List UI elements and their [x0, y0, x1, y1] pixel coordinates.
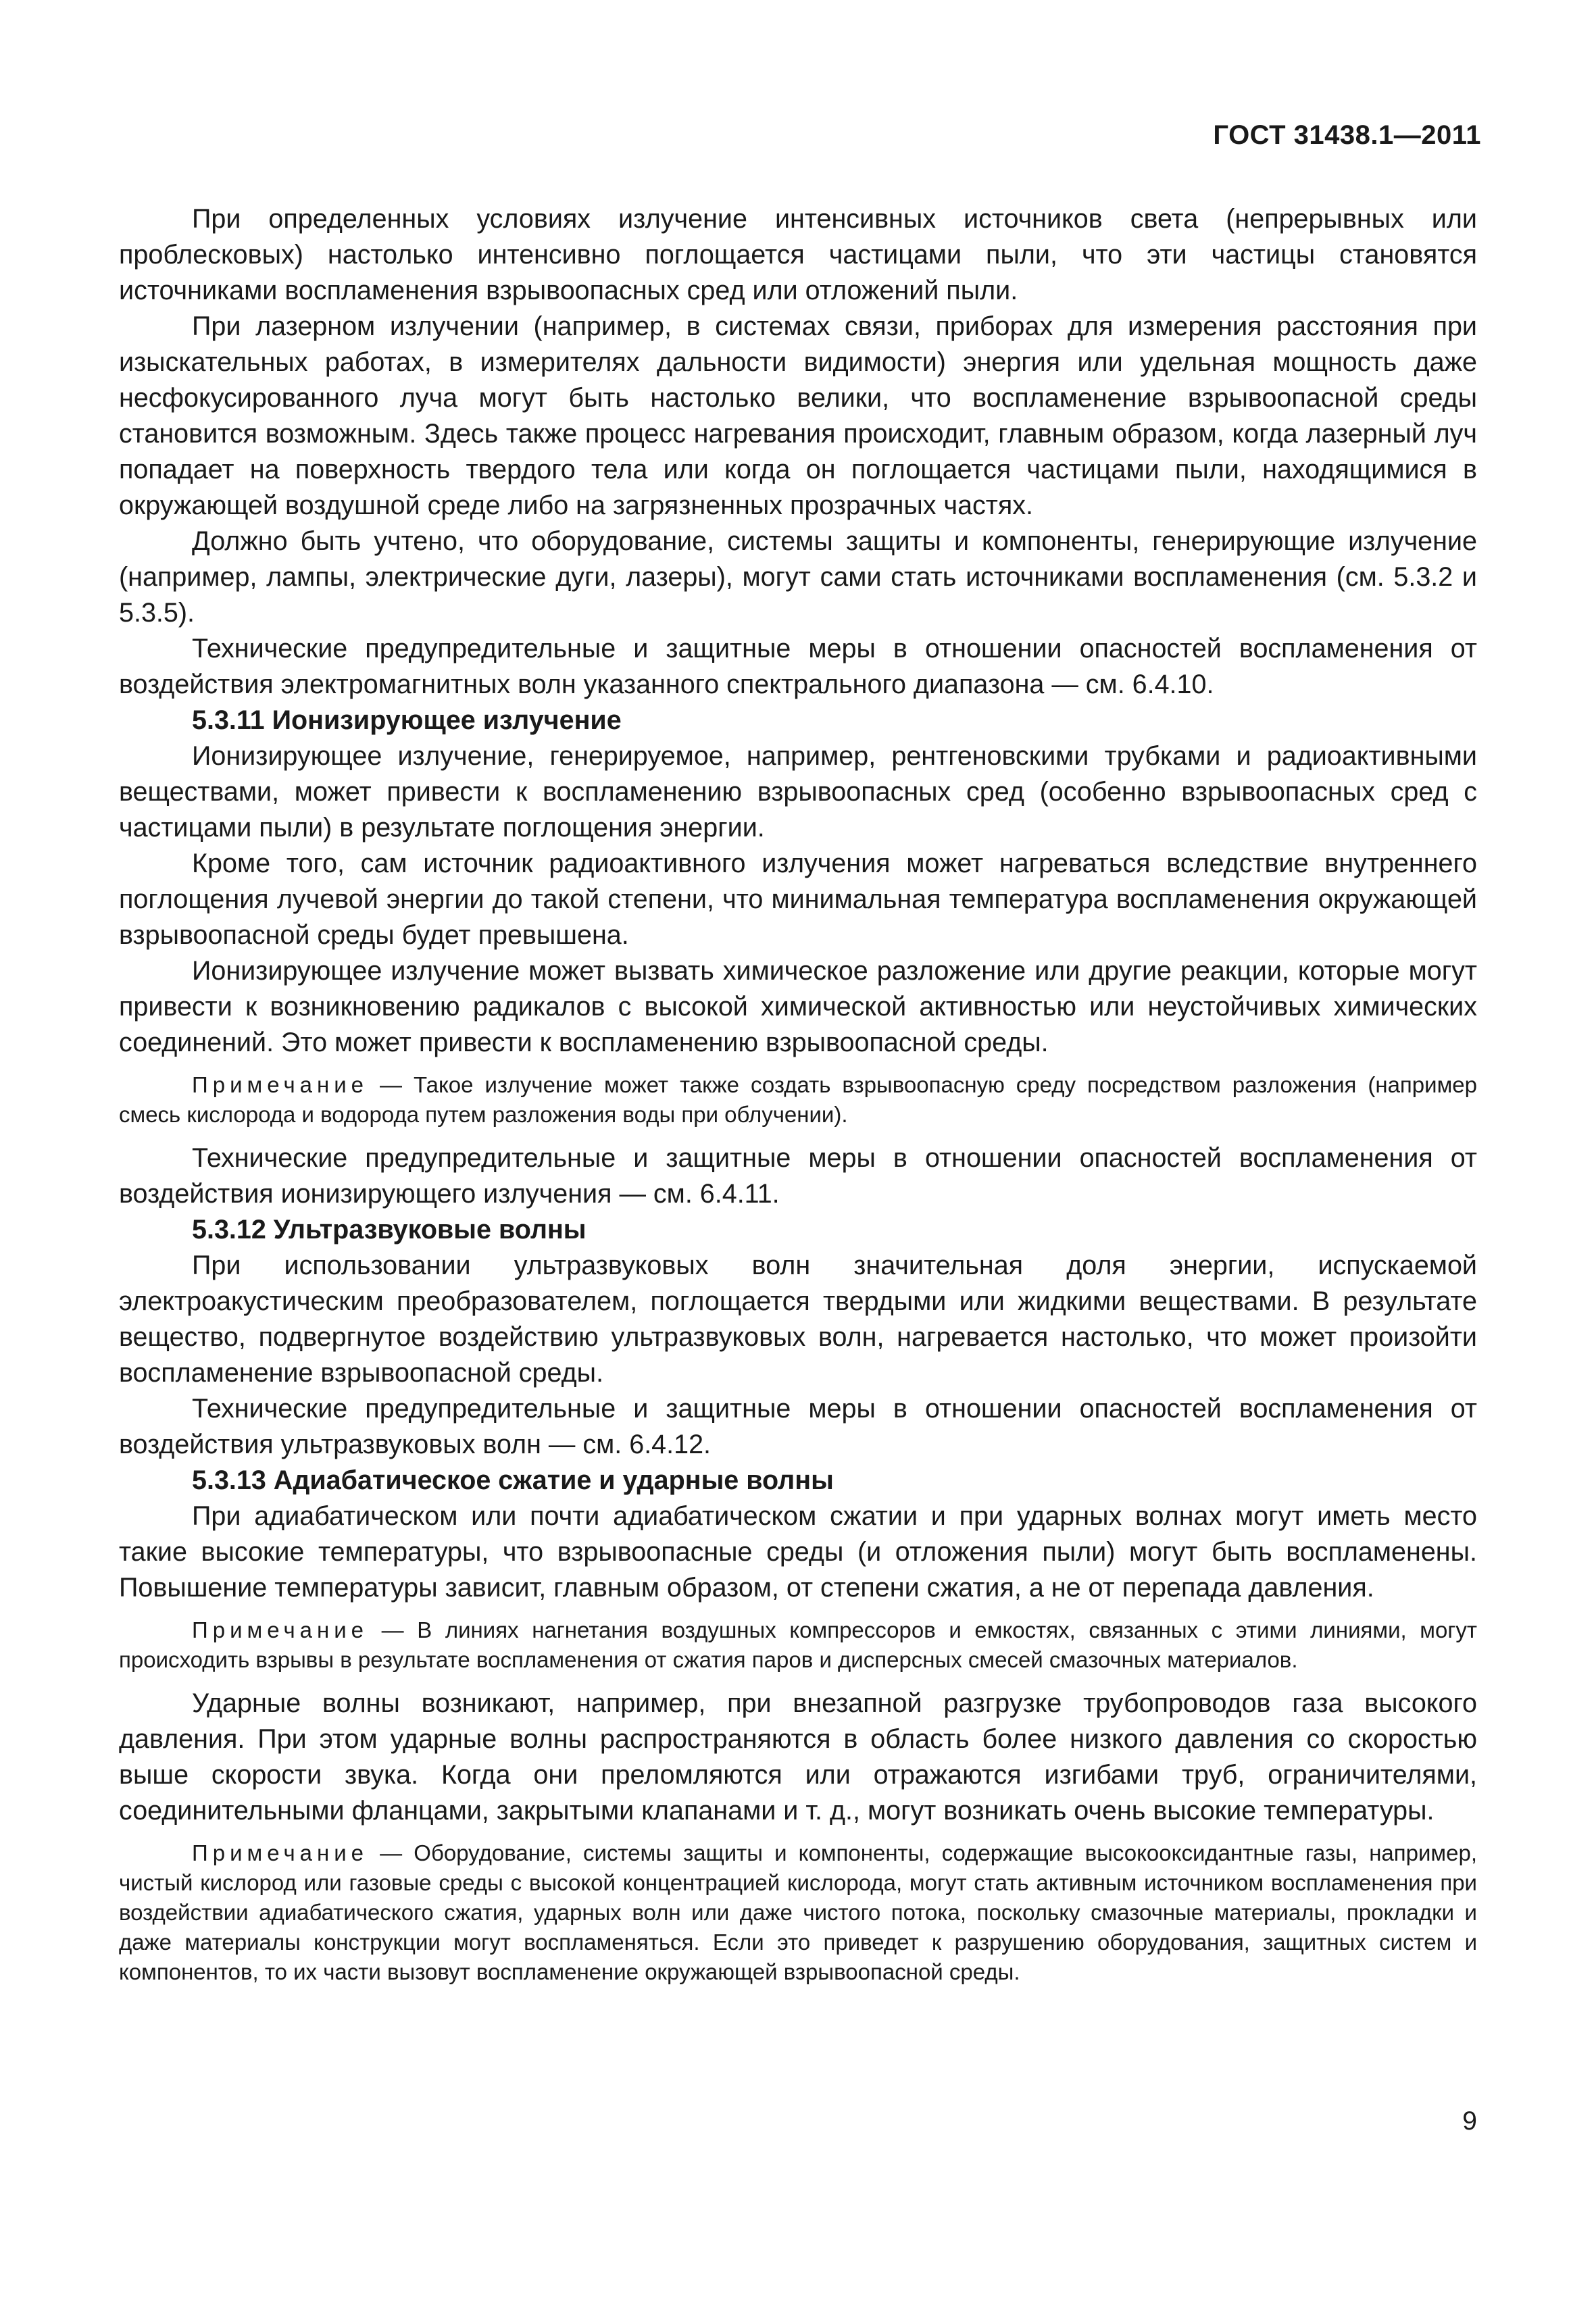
paragraph: При лазерном излучении (например, в системах связи, приборах для измерения расстояния при изыскательных работах, в измерителях дальности видимости) энергия или удельная мощность даже несфокусированного луча могут быть настолько велики, что воспламенение взрывоопасной среды становится возможным. Здесь также процесс нагревания происходит, главным образом, когда лазерный луч попадает на поверхность твердого тела или когда он поглощается частицами пыли, находящимися в окружающей воздушной среде либо на загрязненных прозрачных частях.	[119, 311, 1477, 520]
paragraph: При адиабатическом или почти адиабатическом сжатии и при ударных волнах могут иметь место такие высокие температуры, что взрывоопасные среды (и отложения пыли) могут быть воспламенены. Повышение температуры зависит, главным образом, от степени сжатия, а не от перепада давления.	[119, 1501, 1477, 1603]
page-number: 9	[1462, 2107, 1477, 2136]
document-body	[119, 201, 1477, 1998]
paragraph: Технические предупредительные и защитные меры в отношении опасностей воспламенения от воздействия ионизирующего излучения — см. 6.4.11.	[119, 1143, 1477, 1209]
note-label: Примечание	[192, 1617, 369, 1642]
note	[119, 1615, 1477, 1675]
note	[119, 1070, 1477, 1130]
note-label: Примечание	[192, 1840, 369, 1865]
paragraph: Должно быть учтено, что оборудование, системы защиты и компоненты, генерирующие излучение (например, лампы, электрические дуги, лазеры), могут сами стать источниками воспламенения (см. 5.3.2 и 5.3.5).	[119, 526, 1477, 628]
note-text: — В линиях нагнетания воздушных компрессоров и емкостях, связанных с этими линиями, могут происходить взрывы в результате воспламенения от сжатия паров и дисперсных смесей смазочных материалов.	[119, 1617, 1477, 1672]
paragraph: Кроме того, сам источник радиоактивного излучения может нагреваться вследствие внутреннего поглощения лучевой энергии до такой степени, что минимальная температура воспламенения окружающей взрывоопасной среды будет превышена.	[119, 849, 1477, 950]
paragraph: Ударные волны возникают, например, при внезапной разгрузке трубопроводов газа высокого давления. При этом ударные волны распространяются в область более низкого давления со скоростью выше скорости звука. Когда они преломляются или отражаются изгибами труб, ограничителями, соединительными фланцами, закрытыми клапанами и т. д., могут возникать очень высокие температуры.	[119, 1688, 1477, 1826]
section-heading-5-3-11: 5.3.11 Ионизирующее излучение	[192, 705, 622, 735]
note-text: — Оборудование, системы защиты и компоненты, содержащие высокооксидантные газы, например, чистый кислород или газовые среды с высокой концентрацией кислорода, могут стать активным источником воспламенения при воздействии адиабатического сжатия, ударных волн или даже чистого потока, поскольку смазочные материалы, прокладки и даже материалы конструкции могут воспламеняться. Если это приведет к разрушению оборудования, защитных систем и компонентов, то их части вызовут воспламенение окружающей взрывоопасной среды.	[119, 1840, 1477, 1984]
note-text: — Такое излучение может также создать взрывоопасную среду посредством разложения (например смесь кислорода и водорода путем разложения воды при облучении).	[119, 1072, 1477, 1127]
paragraph: Технические предупредительные и защитные меры в отношении опасностей воспламенения от воздействия ультразвуковых волн — см. 6.4.12.	[119, 1394, 1477, 1459]
section-heading-5-3-12: 5.3.12 Ультразвуковые волны	[192, 1215, 587, 1244]
paragraph: Технические предупредительные и защитные меры в отношении опасностей воспламенения от воздействия электромагнитных волн указанного спектрального диапазона — см. 6.4.10.	[119, 634, 1477, 699]
paragraph: Ионизирующее излучение может вызвать химическое разложение или другие реакции, которые могут привести к возникновению радикалов с высокой химической активностью или неустойчивых химических соединений. Это может привести к воспламенению взрывоопасной среды.	[119, 956, 1477, 1057]
note	[119, 1838, 1477, 1987]
paragraph: При определенных условиях излучение интенсивных источников света (непрерывных или проблесковых) настолько интенсивно поглощается частицами пыли, что эти частицы становятся источниками воспламенения взрывоопасных сред или отложений пыли.	[119, 204, 1477, 305]
section-heading-5-3-13: 5.3.13 Адиабатическое сжатие и ударные волны	[192, 1465, 834, 1495]
note-label: Примечание	[192, 1072, 369, 1097]
paragraph: Ионизирующее излучение, генерируемое, например, рентгеновскими трубками и радиоактивными веществами, может привести к воспламенению взрывоопасных сред (особенно взрывоопасных сред с частицами пыли) в результате поглощения энергии.	[119, 741, 1477, 842]
paragraph: При использовании ультразвуковых волн значительная доля энергии, испускаемой электроакустическим преобразователем, поглощается твердыми или жидкими веществами. В результате вещество, подвергнутое воздействию ультразвуковых волн, нагревается настолько, что может произойти воспламенение взрывоопасной среды.	[119, 1251, 1477, 1388]
document-code-header: ГОСТ 31438.1—2011	[1213, 120, 1481, 150]
